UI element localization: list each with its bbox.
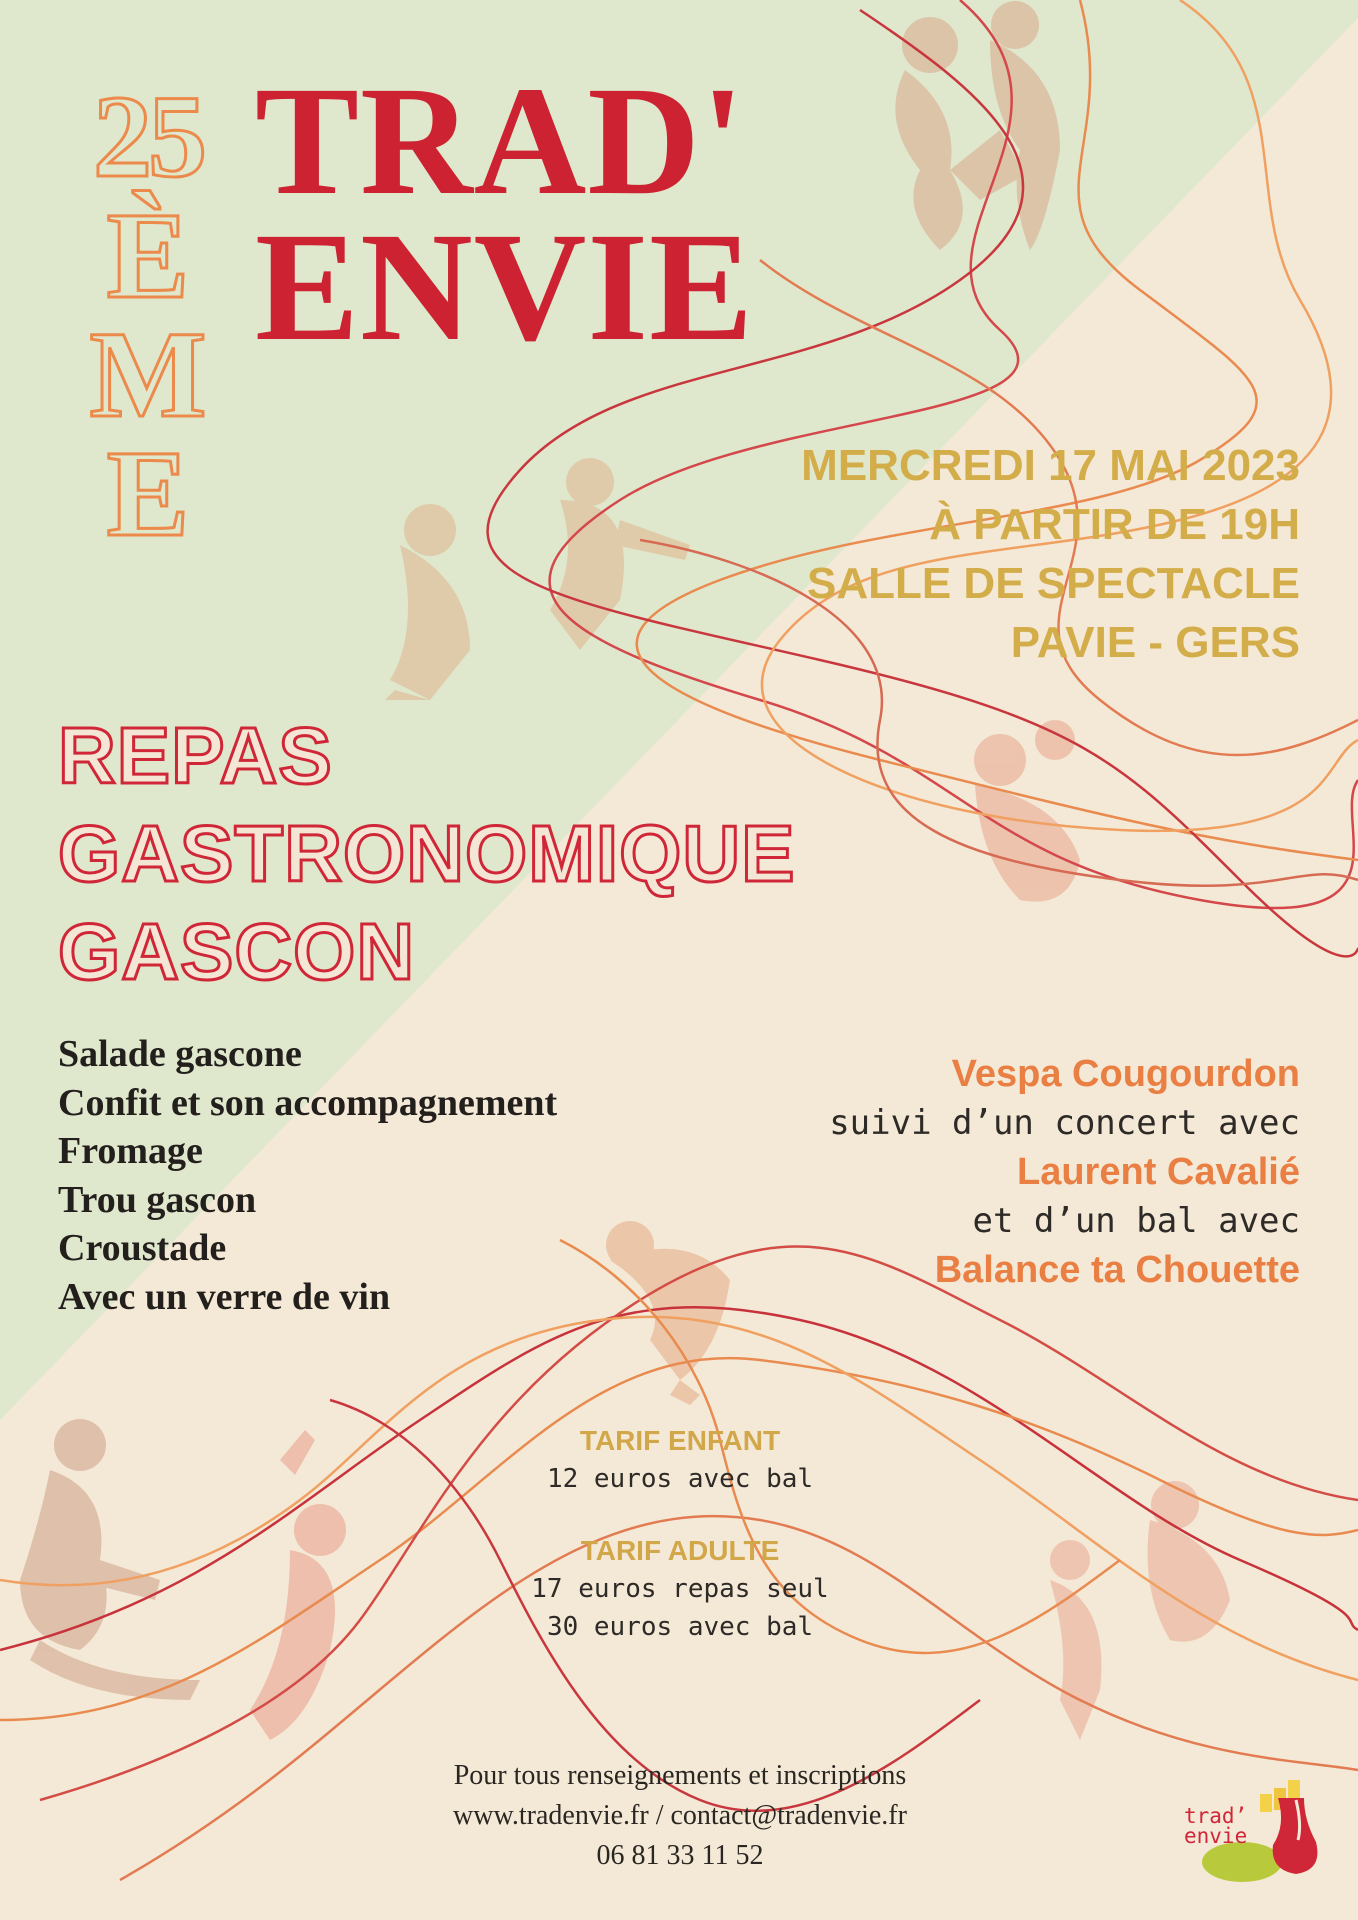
menu-item: Fromage [58,1130,203,1172]
event-title [255,54,755,373]
contact-phone[interactable]: 06 81 33 11 52 [596,1840,764,1871]
program-connector: suivi d’un concert avec [829,1103,1300,1143]
contact-info [330,1756,1030,1876]
price-heading-child: TARIF ENFANT [579,1425,781,1456]
event-time: À PARTIR DE 19H [929,500,1300,549]
program-connector: et d’un bal avec [972,1201,1300,1241]
logo-text-line: trad’ [1184,1804,1248,1828]
music-program [829,1050,1300,1295]
tradenvie-logo [1178,1770,1328,1890]
logo-text-line: envie [1184,1824,1248,1848]
price-value: 12 euros avec bal [546,1464,814,1494]
menu-item: Salade gascone [58,1033,302,1075]
band-name: Balance ta Chouette [934,1249,1300,1291]
edition-number: 25 [93,71,203,202]
event-details [801,436,1300,672]
event-date: MERCREDI 17 MAI 2023 [801,441,1300,490]
menu-item: Trou gascon [58,1178,257,1221]
meal-heading-line: GASTRONOMIQUE [58,809,796,898]
price-list [480,1422,880,1646]
contact-web-email[interactable]: www.tradenvie.fr / contact@tradenvie.fr [453,1800,907,1831]
band-name: Vespa Cougourdon [951,1053,1300,1095]
price-heading-adult: TARIF ADULTE [580,1535,780,1566]
event-location: PAVIE - GERS [1010,618,1300,667]
menu-item: Croustade [58,1227,227,1269]
meal-heading-line: GASCON [58,907,416,996]
meal-heading [58,707,795,1001]
contact-intro: Pour tous renseignements et inscriptions [453,1760,907,1791]
menu-item: Confit et son accompagnement [58,1081,558,1124]
event-title-line: TRAD' [255,54,746,227]
band-name: Laurent Cavalié [1017,1151,1300,1193]
price-value: 30 euros avec bal [546,1612,814,1642]
event-venue: SALLE DE SPECTACLE [806,559,1300,608]
edition-label [58,71,238,563]
meal-heading-line: REPAS [58,711,333,800]
edition-suffix-letter: È [106,187,190,324]
edition-suffix-letter: E [106,425,190,563]
edition-suffix-letter: M [89,306,207,444]
price-value: 17 euros repas seul [531,1574,829,1604]
menu-item: Avec un verre de vin [58,1275,391,1318]
event-title-line: ENVIE [255,200,755,373]
menu-list [58,1030,557,1321]
